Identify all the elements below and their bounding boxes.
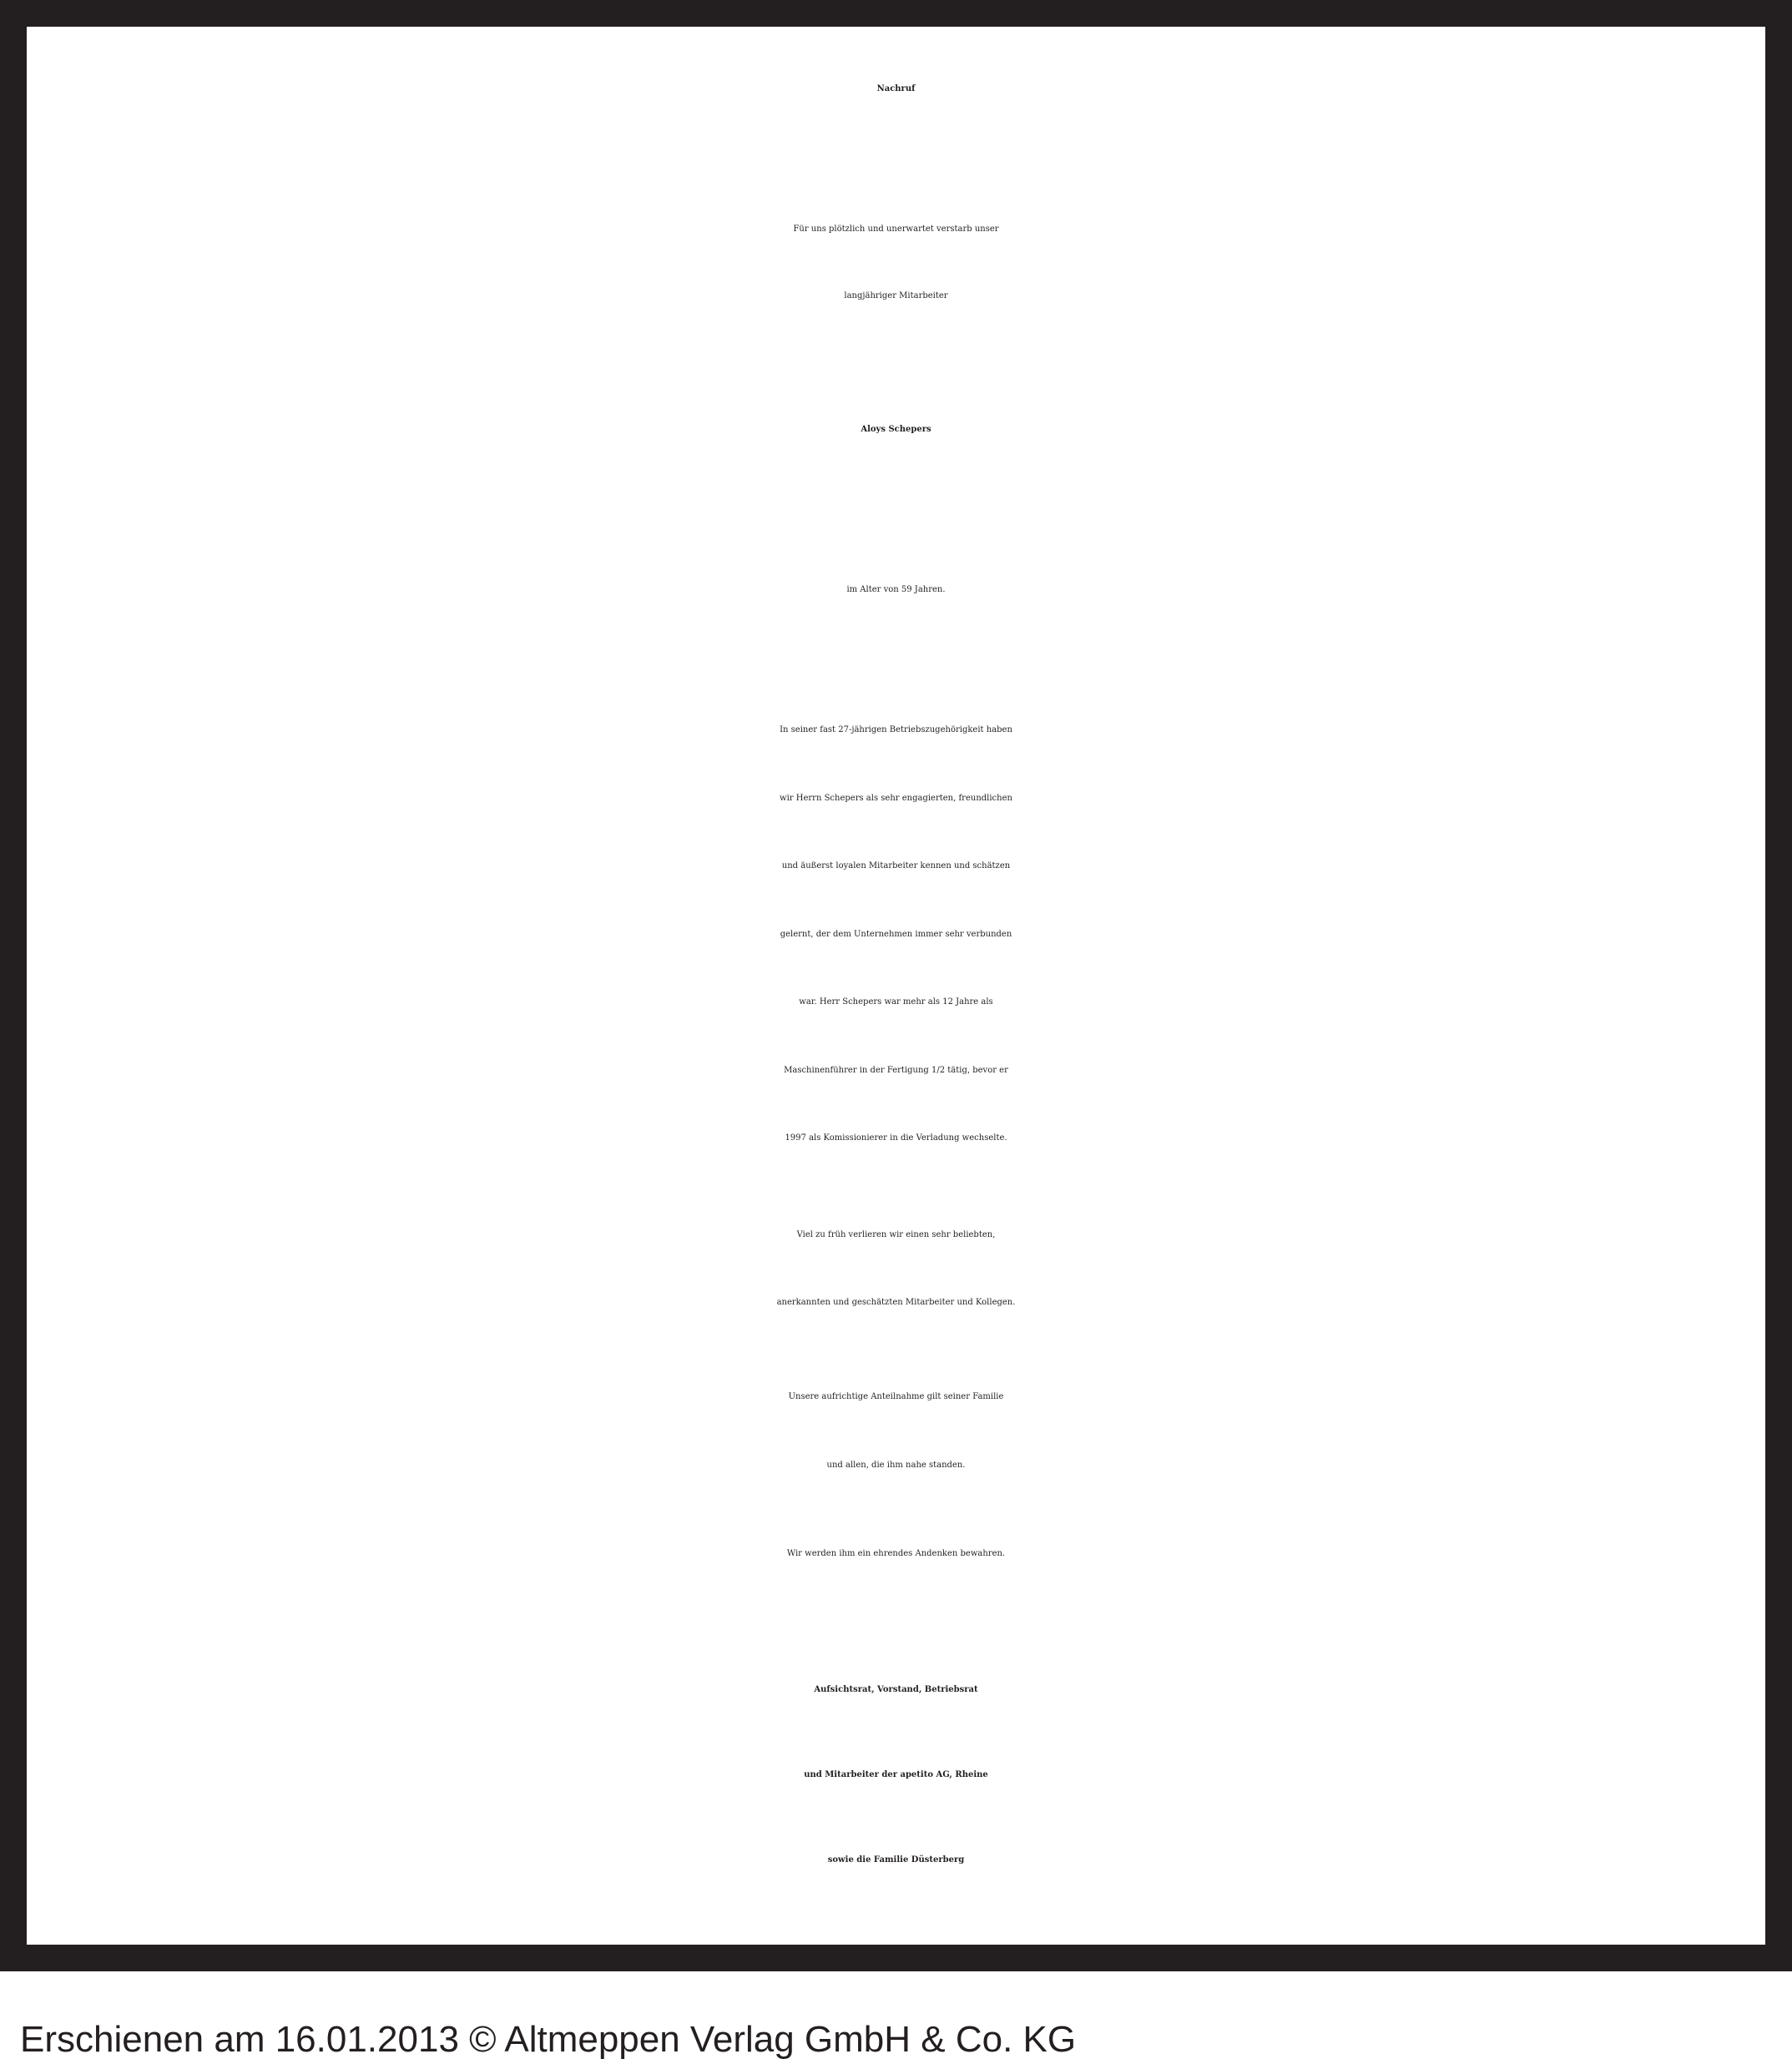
paragraph-1-line-5: war. Herr Schepers war mehr als 12 Jahre als bbox=[799, 997, 993, 1007]
intro-line-2: langjähriger Mitarbeiter bbox=[844, 291, 948, 300]
notice-title: Nachruf bbox=[876, 84, 916, 93]
signature-line-1: Aufsichtsrat, Vorstand, Betriebsrat bbox=[814, 1685, 978, 1694]
paragraph-3-line-2: und allen, die ihm nahe standen. bbox=[826, 1461, 966, 1470]
signature-line-2: und Mitarbeiter der apetito AG, Rheine bbox=[804, 1770, 988, 1779]
paragraph-1-line-1: In seiner fast 27-jährigen Betriebszugehörigkeit haben bbox=[780, 725, 1012, 734]
signature-line-3: sowie die Familie Düsterberg bbox=[827, 1855, 965, 1865]
deceased-name: Aloys Schepers bbox=[861, 425, 931, 434]
paragraph-1-line-2: wir Herrn Schepers als sehr engagierten, freundlichen bbox=[780, 794, 1012, 803]
publication-footer: Erschienen am 16.01.2013 © Altmeppen Verlag GmbH & Co. KG bbox=[20, 2019, 1077, 2060]
paragraph-2-line-1: Viel zu früh verlieren wir einen sehr beliebten, bbox=[796, 1230, 996, 1239]
paragraph-1-line-6: Maschinenführer in der Fertigung 1/2 tätig, bevor er bbox=[784, 1066, 1008, 1075]
paragraph-1-line-3: und äußerst loyalen Mitarbeiter kennen und schätzen bbox=[781, 861, 1011, 870]
paragraph-4-line-1: Wir werden ihm ein ehrendes Andenken bewahren. bbox=[786, 1549, 1006, 1558]
intro-line-1: Für uns plötzlich und unerwartet verstarb unser bbox=[793, 225, 999, 234]
paragraph-2-line-2: anerkannten und geschätzten Mitarbeiter und Kollegen. bbox=[776, 1298, 1016, 1307]
paragraph-1-line-4: gelernt, der dem Unternehmen immer sehr verbunden bbox=[780, 930, 1012, 939]
paragraph-3-line-1: Unsere aufrichtige Anteilnahme gilt seiner Familie bbox=[788, 1392, 1004, 1401]
paragraph-1-line-7: 1997 als Komissionierer in die Verladung wechselte. bbox=[785, 1133, 1007, 1143]
age-line: im Alter von 59 Jahren. bbox=[846, 585, 946, 594]
